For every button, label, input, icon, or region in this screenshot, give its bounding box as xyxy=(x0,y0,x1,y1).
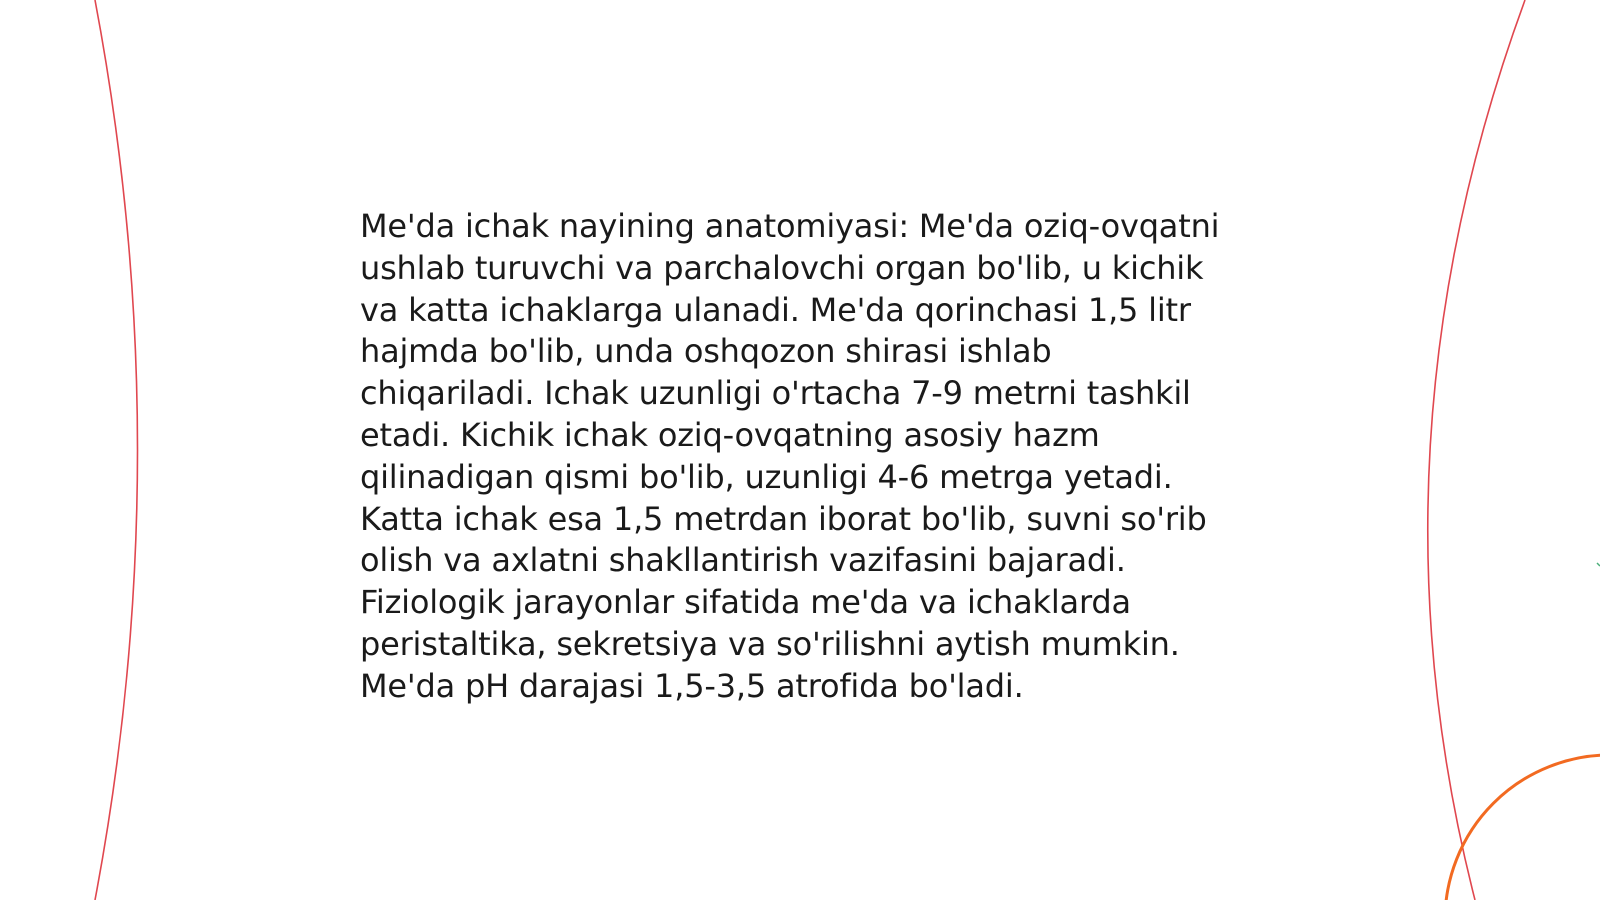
bottom-right-circle xyxy=(1445,755,1600,900)
right-curve xyxy=(1428,0,1525,900)
slide-body-text: Me'da ichak nayining anatomiyasi: Me'da oziq-ovqatni ushlab turuvchi va parchalovchi organ bo'lib, u kichik va katta ichaklarga ulanadi. Me'da qorinchasi 1,5 litr hajmda bo'lib, unda oshqozon shirasi ishlab chiqariladi. Ichak uzunligi o'rtacha 7-9 metrni tashkil etadi. Kichik ichak oziq-ovqatning asosiy hazm qilinadigan qismi bo'lib, uzunligi 4-6 metrga yetadi. Katta ichak esa 1,5 metrdan iborat bo'lib, suvni so'rib olish va axlatni shakllantirish vazifasini bajaradi. Fiziologik jarayonlar sifatida me'da va ichaklarda peristaltika, sekretsiya va so'rilishni aytish mumkin. Me'da pH darajasi 1,5-3,5 atrofida bo'ladi. xyxy=(360,207,1220,705)
left-curve xyxy=(95,0,138,900)
